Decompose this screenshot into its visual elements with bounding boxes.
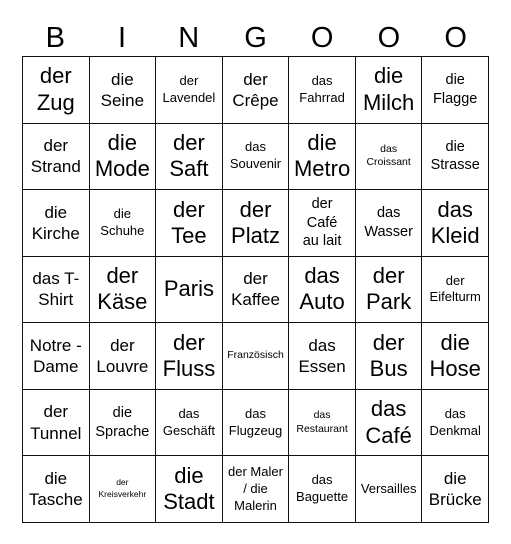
- bingo-cell-text: Französisch: [227, 349, 284, 362]
- bingo-cell[interactable]: [356, 124, 423, 191]
- bingo-cell-text: das Auto: [299, 263, 345, 315]
- bingo-cell[interactable]: [223, 456, 290, 523]
- bingo-cell[interactable]: [422, 257, 489, 324]
- bingo-cell[interactable]: [23, 257, 90, 324]
- header-letter-b: B: [45, 21, 66, 54]
- bingo-cell-text: das Wasser: [364, 205, 413, 240]
- bingo-cell[interactable]: [23, 323, 90, 390]
- bingo-cell-text: der Saft: [169, 129, 209, 182]
- bingo-cell[interactable]: [23, 390, 90, 457]
- bingo-cell[interactable]: [23, 456, 90, 523]
- bingo-cell-text: der Lavendel: [162, 72, 216, 105]
- bingo-cell-text: die Mode: [94, 129, 150, 182]
- bingo-cell[interactable]: [356, 390, 423, 457]
- bingo-cell[interactable]: [90, 190, 157, 257]
- header-letter-g: G: [244, 21, 267, 54]
- bingo-cell-text: der Käse: [97, 263, 148, 315]
- bingo-cell-text: die Flagge: [433, 71, 478, 107]
- bingo-cell-text: das Croissant: [366, 142, 411, 169]
- bingo-cell[interactable]: [156, 456, 223, 523]
- header-letter-n: N: [178, 21, 200, 54]
- bingo-cell-text: das Denkmal: [429, 405, 481, 438]
- bingo-cell[interactable]: [90, 456, 157, 523]
- bingo-cell-text: die Metro: [293, 129, 351, 182]
- bingo-cell[interactable]: [223, 390, 290, 457]
- bingo-cell[interactable]: [289, 57, 356, 124]
- bingo-cell[interactable]: [356, 257, 423, 324]
- bingo-cell-text: das Essen: [298, 335, 346, 377]
- bingo-cell-text: der Eifelturm: [429, 272, 481, 305]
- bingo-cell[interactable]: [422, 456, 489, 523]
- bingo-cell[interactable]: [422, 124, 489, 191]
- header-letter-o-3: O: [444, 21, 467, 54]
- bingo-board: [22, 56, 489, 523]
- bingo-cell[interactable]: [223, 323, 290, 390]
- bingo-cell-text: der Platz: [231, 196, 280, 248]
- bingo-cell-text: der Crêpe: [232, 69, 279, 110]
- bingo-cell-text: die Kirche: [31, 202, 80, 243]
- bingo-cell[interactable]: [90, 57, 157, 124]
- bingo-cell[interactable]: [289, 190, 356, 257]
- bingo-cell-text: der Fluss: [162, 329, 216, 382]
- bingo-cell-text: das Kleid: [430, 196, 480, 248]
- bingo-cell[interactable]: [156, 257, 223, 324]
- bingo-cell[interactable]: [289, 390, 356, 457]
- bingo-cell[interactable]: [156, 323, 223, 390]
- bingo-cell-text: das Flugzeug: [228, 405, 283, 438]
- bingo-cell-text: der Kaffee: [231, 269, 280, 310]
- bingo-cell-text: die Milch: [362, 63, 415, 115]
- bingo-cell-text: das T- Shirt: [32, 269, 80, 310]
- bingo-cell-text: das Souvenir: [229, 139, 282, 172]
- bingo-cell[interactable]: [422, 190, 489, 257]
- bingo-cell[interactable]: [156, 124, 223, 191]
- bingo-cell-text: der Strand: [30, 136, 81, 177]
- bingo-cell[interactable]: [223, 257, 290, 324]
- bingo-cell-text: das Fahrrad: [299, 72, 345, 105]
- bingo-cell[interactable]: [90, 124, 157, 191]
- bingo-header: [22, 20, 489, 56]
- bingo-cell[interactable]: [223, 190, 290, 257]
- bingo-cell[interactable]: [356, 190, 423, 257]
- header-letter-o-1: O: [310, 21, 334, 54]
- bingo-cell-text: das Restaurant: [296, 408, 348, 435]
- bingo-cell[interactable]: [422, 390, 489, 457]
- header-letter-o-2: O: [377, 21, 401, 54]
- bingo-cell[interactable]: [422, 323, 489, 390]
- bingo-cell-text: der Kreisverkehr: [98, 477, 147, 500]
- bingo-cell[interactable]: [356, 57, 423, 124]
- bingo-cell-text: die Schuhe: [100, 206, 145, 238]
- bingo-cell-text: der Tee: [171, 196, 207, 248]
- bingo-cell[interactable]: [23, 124, 90, 191]
- bingo-cell[interactable]: [289, 124, 356, 191]
- bingo-cell-text: Paris: [163, 276, 214, 302]
- bingo-cell[interactable]: [422, 57, 489, 124]
- bingo-cell-text: der Maler / die Malerin: [228, 463, 283, 513]
- bingo-cell[interactable]: [90, 323, 157, 390]
- bingo-cell[interactable]: [156, 57, 223, 124]
- bingo-cell-text: Notre - Dame: [29, 335, 82, 377]
- bingo-cell[interactable]: [156, 190, 223, 257]
- bingo-cell-text: das Café: [365, 396, 412, 448]
- bingo-cell-text: Versailles: [360, 480, 417, 496]
- bingo-cell[interactable]: [289, 456, 356, 523]
- bingo-cell[interactable]: [90, 390, 157, 457]
- bingo-cell-text: die Tasche: [28, 468, 83, 510]
- bingo-cell-text: die Sprache: [95, 404, 150, 440]
- bingo-cell-text: die Brücke: [428, 468, 482, 510]
- bingo-cell-text: das Geschäft: [162, 405, 215, 438]
- bingo-cell[interactable]: [356, 456, 423, 523]
- bingo-cell[interactable]: [223, 57, 290, 124]
- bingo-cell[interactable]: [289, 323, 356, 390]
- bingo-cell-text: die Hose: [429, 329, 481, 382]
- bingo-cell-text: der Louvre: [96, 335, 149, 377]
- bingo-cell-text: die Stadt: [163, 462, 215, 515]
- bingo-cell-text: das Baguette: [296, 472, 349, 505]
- bingo-cell[interactable]: [23, 57, 90, 124]
- bingo-cell-text: der Zug: [36, 63, 75, 115]
- bingo-cell[interactable]: [223, 124, 290, 191]
- bingo-cell-text: der Tunnel: [30, 402, 82, 443]
- bingo-cell-text: der Bus: [369, 329, 408, 382]
- bingo-cell[interactable]: [23, 190, 90, 257]
- bingo-cell-text: der Park: [366, 263, 412, 315]
- bingo-cell[interactable]: [90, 257, 157, 324]
- bingo-cell[interactable]: [356, 323, 423, 390]
- bingo-cell-text: die Seine: [100, 69, 145, 110]
- bingo-cell[interactable]: [289, 257, 356, 324]
- bingo-cell[interactable]: [156, 390, 223, 457]
- bingo-cell-text: der Café au lait: [302, 195, 342, 250]
- header-letter-i: I: [118, 21, 127, 54]
- bingo-cell-text: die Strasse: [430, 138, 480, 174]
